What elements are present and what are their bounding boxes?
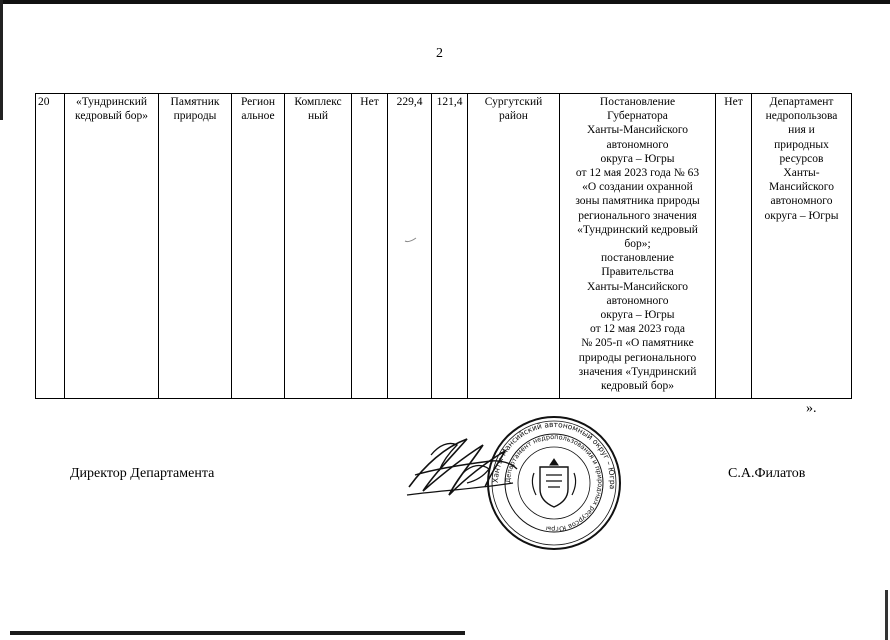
scan-edge-left	[0, 0, 3, 120]
cell-line: округа – Югры	[600, 309, 675, 322]
cell-line: от 12 мая 2023 года № 63	[575, 167, 700, 180]
cell-line: постановление	[600, 252, 674, 265]
cell-line: Мансийского	[769, 181, 834, 194]
cell-category	[159, 94, 232, 399]
cell-line: Ханты-	[783, 167, 820, 180]
table-row	[36, 94, 852, 399]
cell-line: Сургутский	[484, 96, 543, 108]
cell-line: район	[499, 110, 528, 123]
cell-line: округа – Югры	[764, 209, 839, 222]
director-name: С.А.Филатов	[728, 466, 806, 481]
cell-line: округа – Югры	[600, 152, 675, 165]
cell-line: «Тундринский	[75, 96, 148, 108]
cell-area-zone: 121,4	[432, 94, 468, 399]
cell-line: Регион	[240, 96, 276, 108]
cell-line: ный	[307, 110, 329, 123]
cell-line: недропользова	[765, 110, 838, 123]
cell-line: Комплекс	[294, 96, 342, 108]
cell-line: природных	[774, 138, 829, 151]
cell-line: Департамент	[769, 96, 834, 108]
director-title: Директор Департамента	[70, 466, 215, 481]
cell-line: бор»;	[624, 238, 651, 251]
coat-of-arms-icon	[532, 459, 575, 507]
cell-location	[468, 94, 560, 399]
cell-line: кедровый бор»	[75, 110, 148, 123]
scan-edge-right	[885, 590, 888, 640]
register-table	[35, 93, 852, 399]
scan-edge-bottom	[10, 631, 465, 635]
cell-line: автономного	[606, 138, 669, 151]
cell-area-total: 229,4	[388, 94, 432, 399]
cell-line: ния и	[788, 124, 815, 137]
cell-line: значения «Тундринский	[578, 365, 697, 378]
official-seal	[486, 415, 622, 551]
cell-line: Губернатора	[607, 110, 668, 123]
cell-col5: Нет	[352, 94, 388, 399]
cell-line: автономного	[606, 294, 669, 307]
svg-text:Ханты-Мансийский автономный ок: Ханты-Мансийский автономный округ – Югра	[490, 419, 618, 490]
svg-text:Департамент недропользования и: Департамент недропользования и природных ресурсов Югры	[503, 432, 605, 534]
cell-line: Правительства	[601, 266, 674, 279]
cell-line: Постановление	[599, 96, 676, 108]
cell-line: альное	[241, 110, 275, 123]
cell-line: ресурсов	[779, 152, 824, 165]
cell-line: Ханты-Мансийского	[586, 124, 689, 137]
cell-line: зоны памятника природы	[575, 195, 700, 208]
cell-line: «О создании охранной	[582, 181, 693, 194]
cell-line: кедровый бор»	[601, 380, 674, 393]
closing-quote: ».	[806, 401, 817, 416]
cell-significance	[232, 94, 285, 399]
cell-line: Ханты-Мансийского	[586, 280, 689, 293]
cell-line: природы регионального	[578, 351, 697, 364]
cell-line: Памятник	[170, 96, 220, 108]
cell-line: автономного	[770, 195, 833, 208]
cell-documents	[560, 94, 716, 399]
cell-line: № 205-п «О памятнике	[581, 337, 694, 350]
cell-number: 20	[36, 94, 65, 399]
cell-col11: Нет	[716, 94, 752, 399]
scan-mark	[404, 236, 418, 244]
cell-line: от 12 мая 2023 года	[589, 323, 686, 336]
cell-line: регионального значения	[578, 209, 697, 222]
page-number: 2	[436, 46, 443, 61]
cell-authority	[752, 94, 852, 399]
scan-edge-top	[0, 0, 890, 4]
cell-line: природы	[173, 110, 217, 123]
cell-name	[65, 94, 159, 399]
cell-profile	[285, 94, 352, 399]
cell-line: «Тундринский кедровый	[577, 223, 698, 236]
